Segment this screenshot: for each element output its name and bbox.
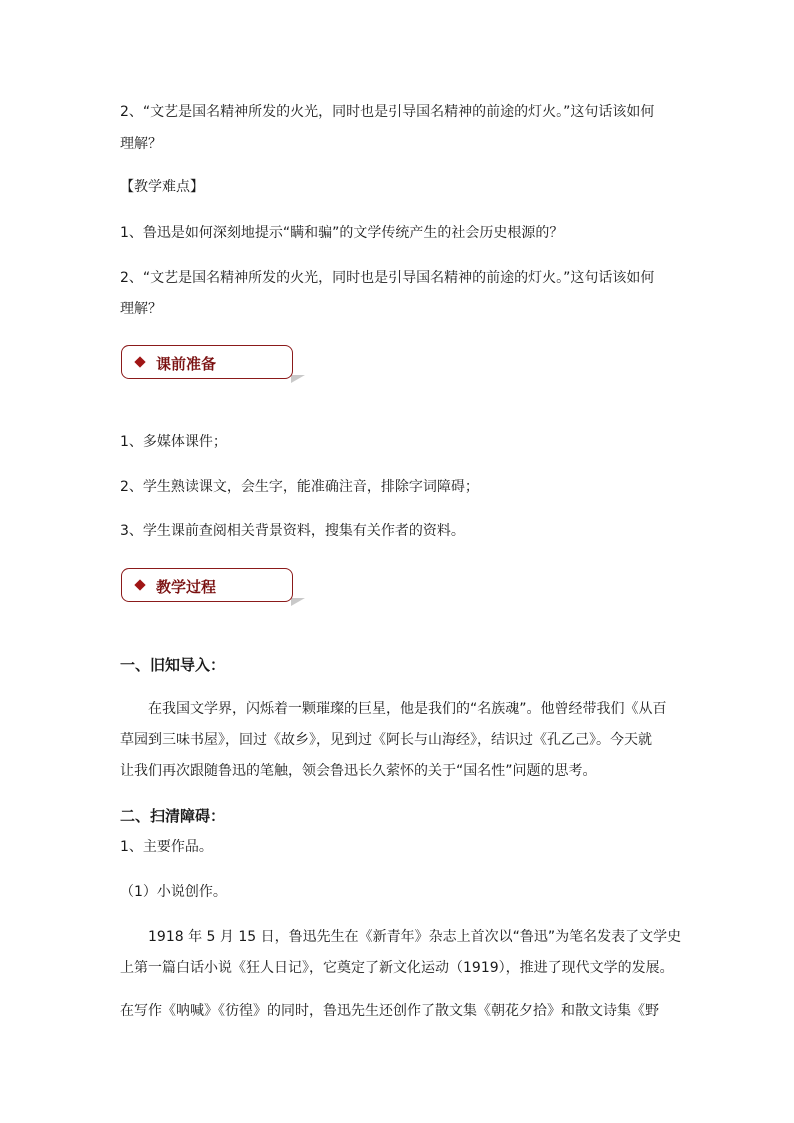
section-prep-title: 课前准备: [156, 355, 217, 373]
part-1-paragraph-line-2: 草园到三味书屋》，回过《故乡》，见到过《阿长与山海经》，结识过《孔乙己》。今天就: [120, 732, 652, 748]
part-2-subheading-works: 1、主要作品。: [120, 839, 213, 855]
section-box-shadow: [291, 598, 305, 606]
difficulty-item-2-line-2: 理解？: [120, 301, 162, 317]
question-2-line-1: 2、“文艺是国名精神所发的火光，同时也是引导国名精神的前途的灯火。”这句话该如何: [120, 104, 655, 120]
prep-item-2: 2、学生熟读课文，会生字，能准确注音，排除字词障碍；: [120, 479, 479, 495]
part-2-heading: 二、扫清障碍：: [120, 807, 226, 825]
difficulty-item-1: 1、鲁迅是如何深刻地提示“瞒和骗”的文学传统产生的社会历史根源的？: [120, 225, 564, 241]
diamond-bullet-icon: [134, 356, 145, 367]
diamond-bullet-icon: [134, 579, 145, 590]
difficulty-item-2-line-1: 2、“文艺是国名精神所发的火光，同时也是引导国名精神的前途的灯火。”这句话该如何: [120, 270, 655, 286]
part-2-subheading-novels: （1）小说创作。: [120, 884, 227, 900]
section-box-shadow: [291, 375, 305, 383]
section-process-title: 教学过程: [156, 578, 217, 596]
prep-item-3: 3、学生课前查阅相关背景资料，搜集有关作者的资料。: [120, 523, 465, 539]
part-2-paragraph-line-3: 在写作《呐喊》《彷徨》的同时，鲁迅先生还创作了散文集《朝花夕拾》和散文诗集《野: [120, 1003, 659, 1019]
part-1-paragraph-line-3: 让我们再次跟随鲁迅的笔触，领会鲁迅长久萦怀的关于“国名性”问题的思考。: [120, 763, 597, 779]
prep-item-1: 1、多媒体课件；: [120, 434, 227, 450]
teaching-difficulty-heading: 【教学难点】: [120, 179, 204, 195]
part-2-paragraph-line-2: 上第一篇白话小说《狂人日记》，它奠定了新文化运动（1919），推进了现代文学的发展。: [120, 960, 674, 976]
section-process-box: [121, 568, 293, 602]
part-1-paragraph-line-1: 在我国文学界，闪烁着一颗璀璨的巨星，他是我们的“名族魂”。他曾经带我们《从百: [148, 701, 667, 717]
part-1-heading: 一、旧知导入：: [120, 656, 226, 674]
section-prep-box: [121, 345, 293, 379]
question-2-line-2: 理解？: [120, 136, 162, 152]
part-2-paragraph-line-1: 1918 年 5 月 15 日，鲁迅先生在《新青年》杂志上首次以“鲁迅”为笔名发表了文学史: [148, 929, 682, 945]
